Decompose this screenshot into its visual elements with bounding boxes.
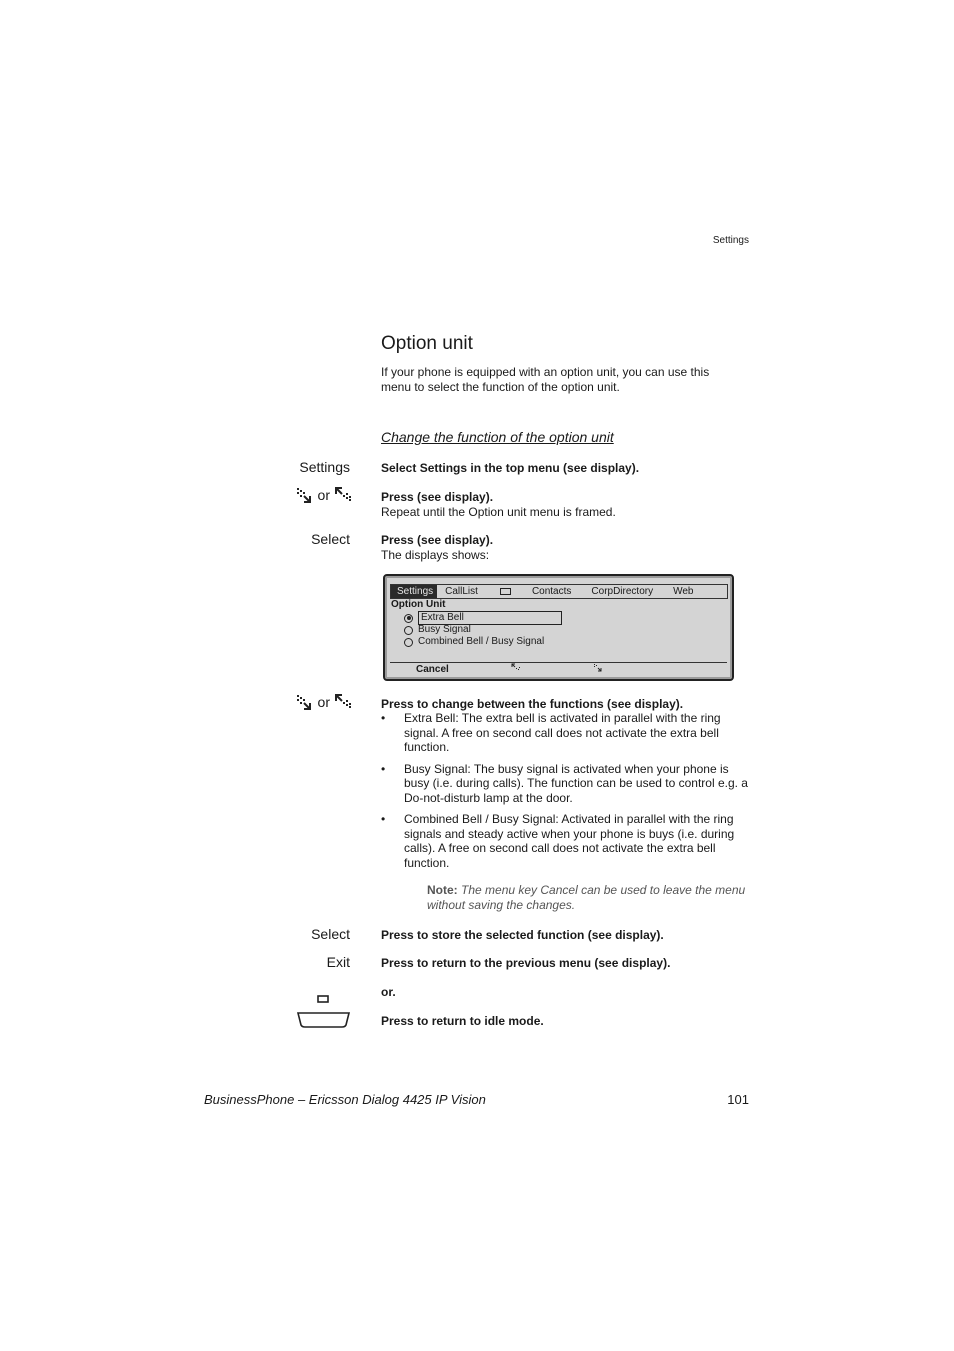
display-tab-bar: [390, 584, 728, 599]
exit-key-label: Exit: [326, 954, 350, 970]
radio-selected-icon: [404, 614, 413, 623]
arrow-down-right-icon: [296, 487, 314, 503]
step-5: [381, 928, 751, 943]
step-4-instruction: Press to change between the functions (see display).: [381, 697, 684, 711]
arrow-up-left-icon: [334, 694, 352, 710]
or-text: or.: [381, 985, 396, 999]
hook-key-icon: [296, 994, 351, 1030]
display-tab-calllist: CallList: [445, 586, 478, 597]
display-tab-corpdirectory: CorpDirectory: [591, 586, 654, 597]
step-6: [381, 956, 751, 971]
step-1: [381, 461, 751, 476]
list-item: • Busy Signal: The busy signal is activated when your phone is busy (i.e. during calls). The function can be used to control e.g. a Do-not-disturb lamp at the door.: [381, 762, 751, 806]
step-6-instruction: Press to return to the previous menu (see display).: [381, 956, 671, 970]
step-2-detail: Repeat until the Option unit menu is framed.: [381, 504, 616, 519]
or-label: or: [317, 487, 330, 503]
page-title: Option unit: [381, 333, 473, 354]
display-option-label: Busy Signal: [418, 624, 471, 635]
or-label: or: [317, 694, 330, 710]
step-8-instruction: Press to return to idle mode.: [381, 1014, 544, 1028]
display-option-busy-signal: [404, 624, 471, 636]
display-separator: [390, 662, 727, 663]
footer-product-title: BusinessPhone – Ericsson Dialog 4425 IP Vision: [204, 1092, 486, 1107]
note-text: The menu key Cancel can be used to leave the menu without saving the changes.: [427, 883, 746, 912]
step-or: [381, 985, 751, 1000]
display-menu-title: Option Unit: [391, 599, 446, 610]
step-3-detail: The displays shows:: [381, 547, 490, 562]
arrow-up-left-icon: [511, 663, 521, 675]
message-envelope-icon: [500, 585, 511, 598]
navigation-keys: [290, 485, 352, 505]
step-5-instruction: Press to store the selected function (see display).: [381, 928, 664, 942]
step-1-instruction: Select Settings in the top menu (see display).: [381, 461, 640, 475]
display-tab-contacts: Contacts: [531, 586, 572, 597]
display-option-extra-bell: [404, 611, 562, 625]
radio-empty-icon: [404, 626, 413, 635]
note-label: Note:: [427, 883, 458, 897]
display-softkey-cancel: Cancel: [416, 664, 449, 675]
arrow-down-right-icon: [296, 694, 314, 710]
radio-empty-icon: [404, 638, 413, 647]
settings-key-label: Settings: [299, 459, 350, 475]
arrow-down-right-icon: [593, 663, 603, 675]
list-item: • Extra Bell: The extra bell is activated in parallel with the ring signal. A free on second call does not activate the extra bell function.: [381, 711, 751, 755]
display-tab-settings: Settings: [391, 585, 437, 598]
step-2-instruction: Press (see display).: [381, 490, 494, 504]
display-option-label: Combined Bell / Busy Signal: [418, 636, 545, 647]
function-list: [381, 711, 751, 877]
select-key-label: Select: [311, 926, 350, 942]
step-2: [381, 490, 751, 519]
display-tab-web: Web: [673, 586, 694, 597]
step-3-instruction: Press (see display).: [381, 533, 494, 547]
select-key-label: Select: [311, 531, 350, 547]
note: [427, 883, 752, 913]
display-option-label: Extra Bell: [418, 611, 562, 625]
phone-display: [383, 574, 734, 681]
intro-paragraph: If your phone is equipped with an option unit, you can use this menu to select the function of the option unit.: [381, 365, 710, 394]
step-8: [381, 1014, 751, 1029]
step-4: [381, 697, 751, 712]
running-header: Settings: [712, 235, 749, 246]
section-subtitle: Change the function of the option unit: [381, 429, 614, 445]
step-3: [381, 533, 751, 562]
display-option-combined: [404, 636, 544, 648]
navigation-keys: [290, 692, 352, 712]
page-number: 101: [727, 1092, 749, 1107]
arrow-up-left-icon: [334, 487, 352, 503]
list-item: • Combined Bell / Busy Signal: Activated in parallel with the ring signals and steady active when your phone is buys (i.e. during calls). A free on second call does not activate the extra bell function.: [381, 812, 751, 870]
